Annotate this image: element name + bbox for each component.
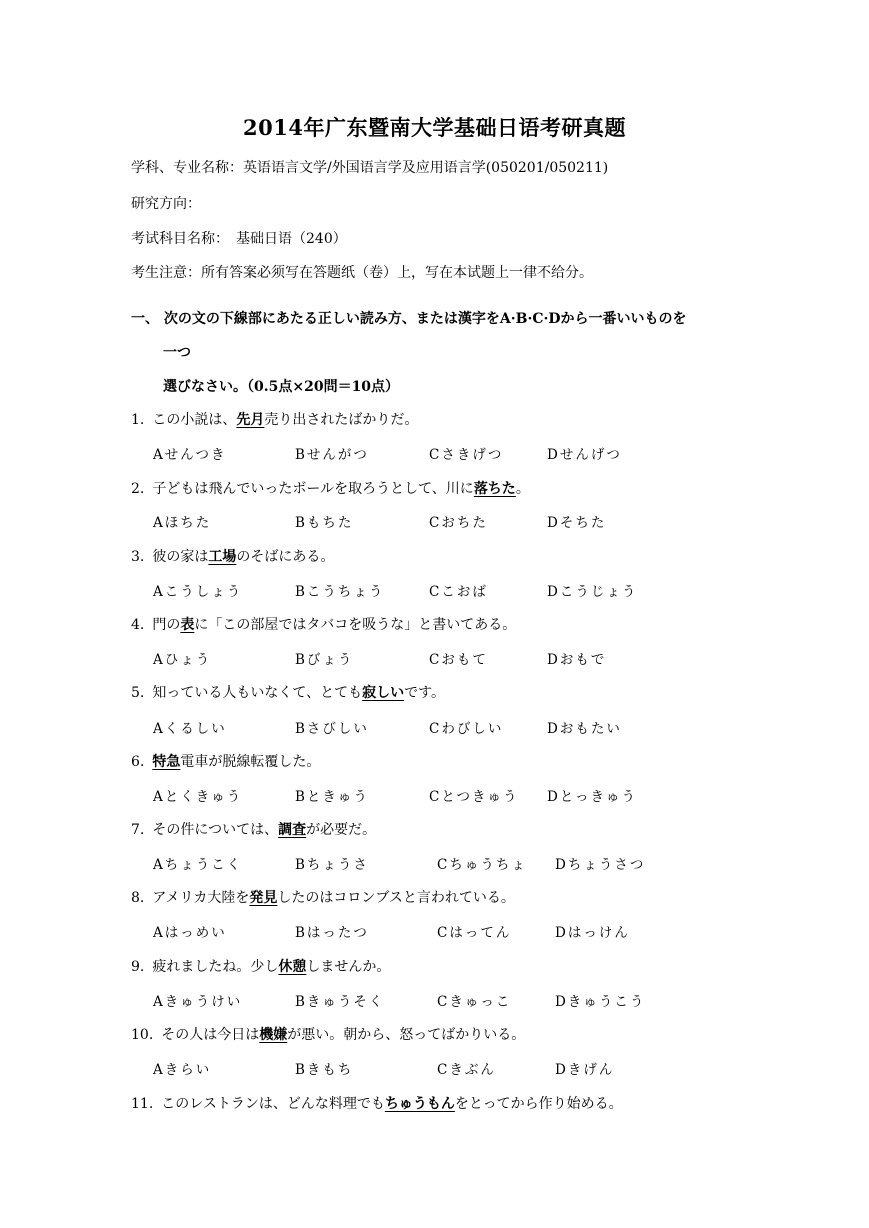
answer-option-b: Bこうちょう xyxy=(295,584,385,600)
question-6 xyxy=(131,751,320,771)
question-text-post: 売り出されたばかりだ。 xyxy=(264,412,419,428)
subject-line: 学科、专业名称：英语语言文学/外国语言学及应用语言学(050201/050211) xyxy=(131,160,609,176)
question-number: 11. xyxy=(131,1096,154,1112)
answer-option-d: Dちょうさつ xyxy=(555,857,646,873)
answer-option-c: Cとつきゅう xyxy=(429,789,519,805)
answer-option-d: Dおもたい xyxy=(547,721,622,737)
question-text-post: が悪い。朝から、怒ってばかりいる。 xyxy=(287,1027,526,1043)
question-number: 7. xyxy=(131,822,145,838)
answer-option-a: Aとくきゅう xyxy=(153,789,243,805)
question-10 xyxy=(131,1024,525,1044)
question-4 xyxy=(131,614,516,634)
question-number: 6. xyxy=(131,754,145,770)
question-text-pre: 門の xyxy=(152,617,181,633)
answer-option-d: Dとっきゅう xyxy=(547,789,638,805)
answer-option-d: Dそちた xyxy=(547,515,607,531)
exam-name-line: 考试科目名称： 基础日语（240） xyxy=(131,231,347,247)
question-number: 8. xyxy=(131,890,145,906)
question-text-post: です。 xyxy=(404,685,445,701)
answer-option-b: Bときゅう xyxy=(295,789,369,805)
question-text-post: をとってから作り始める。 xyxy=(454,1096,623,1112)
answer-option-b: Bちょうさ xyxy=(295,857,369,873)
question-11 xyxy=(131,1093,623,1113)
section-heading: 一、 次の文の下線部にあたる正しい読み方、または漢字をA·B·C·Dから一番いいものを xyxy=(131,311,687,327)
answer-option-d: Dおもで xyxy=(547,652,607,668)
answer-option-c: Cさきげつ xyxy=(429,447,504,463)
answer-option-a: Aくるしい xyxy=(153,721,227,737)
question-text-post: しませんか。 xyxy=(306,959,391,975)
question-text-pre: 知っている人もいなくて、とても xyxy=(152,685,363,701)
answer-option-a: Aこうしょう xyxy=(153,584,243,600)
question-text-post: 電車が脱線転覆した。 xyxy=(180,754,321,770)
question-text-pre: その人は今日は xyxy=(161,1027,260,1043)
question-3 xyxy=(131,546,334,566)
answer-option-d: Dせんげつ xyxy=(547,447,622,463)
answer-option-d: Dきゅうこう xyxy=(555,994,646,1010)
answer-option-c: Cおもて xyxy=(429,652,488,668)
question-9 xyxy=(131,956,390,976)
answer-option-a: Aはっめい xyxy=(153,925,227,941)
question-text-post: のそばにある。 xyxy=(236,549,335,565)
question-text-post: が必要だ。 xyxy=(306,822,377,838)
question-text-post: したのはコロンブスと言われている。 xyxy=(277,890,515,906)
answer-option-d: Dきげん xyxy=(555,1062,615,1078)
question-number: 2. xyxy=(131,481,145,497)
answer-option-b: Bきゅうそく xyxy=(295,994,385,1010)
question-text-pre: この小説は、 xyxy=(152,412,237,428)
question-number: 9. xyxy=(131,959,145,975)
answer-option-c: Cきゅっこ xyxy=(437,994,512,1010)
direction-line: 研究方向： xyxy=(131,196,201,212)
answer-option-c: Cちゅうちょ xyxy=(437,857,527,873)
question-1 xyxy=(131,409,418,429)
answer-option-b: Bさびしい xyxy=(295,721,369,737)
answer-option-a: Aきらい xyxy=(153,1062,212,1078)
answer-option-d: Dはっけん xyxy=(555,925,630,941)
answer-option-b: Bびょう xyxy=(295,652,354,668)
question-5 xyxy=(131,682,445,702)
question-number: 5. xyxy=(131,685,145,701)
underlined-target: 工場 xyxy=(208,549,237,565)
answer-option-a: Aせんつき xyxy=(153,447,227,463)
question-8 xyxy=(131,887,515,907)
question-number: 4. xyxy=(131,617,145,633)
question-text-pre: 子どもは飛んでいったボールを取ろうとして、川に xyxy=(152,481,474,497)
underlined-target: 調査 xyxy=(278,822,307,838)
answer-option-a: Aちょうこく xyxy=(153,857,243,873)
underlined-target: 表 xyxy=(180,617,195,633)
answer-option-d: Dこうじょう xyxy=(547,584,638,600)
underlined-target: 休憩 xyxy=(278,959,307,975)
question-text-pre: 彼の家は xyxy=(152,549,209,565)
notice-line: 考生注意：所有答案必须写在答题纸（卷）上，写在本试题上一律不给分。 xyxy=(131,265,593,281)
answer-option-b: Bせんがつ xyxy=(295,447,369,463)
question-number: 10. xyxy=(131,1027,154,1043)
underlined-target: ちゅうもん xyxy=(384,1096,455,1112)
answer-option-b: Bもちた xyxy=(295,515,354,531)
page-title: 2014年广东暨南大学基础日语考研真题 xyxy=(243,115,626,140)
section-heading-cont: 一つ xyxy=(163,345,191,361)
underlined-target: 発見 xyxy=(249,890,278,906)
underlined-target: 先月 xyxy=(236,412,265,428)
answer-option-a: Aきゅうけい xyxy=(153,994,243,1010)
question-text-pre: アメリカ大陸を xyxy=(152,890,250,906)
answer-option-a: Aほちた xyxy=(153,515,212,531)
answer-option-b: Bきもち xyxy=(295,1062,354,1078)
question-text-post: 。 xyxy=(515,481,530,497)
question-number: 1. xyxy=(131,412,145,428)
underlined-target: 寂しい xyxy=(362,685,405,701)
answer-option-c: Cわびしい xyxy=(429,721,504,737)
question-number: 3. xyxy=(131,549,145,565)
answer-option-b: Bはったつ xyxy=(295,925,369,941)
section-instruction: 選びなさい。（0.5点×20問＝10点） xyxy=(163,379,400,395)
answer-option-c: Cこおば xyxy=(429,584,488,600)
underlined-target: 落ちた xyxy=(473,481,516,497)
underlined-target: 特急 xyxy=(152,754,181,770)
question-text-pre: 疲れましたね。少し xyxy=(152,959,279,975)
answer-option-c: Cおちた xyxy=(429,515,488,531)
question-2 xyxy=(131,478,530,498)
question-text-post: に「この部屋ではタバコを吸うな」と書いてある。 xyxy=(194,617,517,633)
answer-option-c: Cきぶん xyxy=(437,1062,496,1078)
question-text-pre: このレストランは、どんな料理でも xyxy=(161,1096,385,1112)
question-text-pre: その件については、 xyxy=(152,822,279,838)
question-7 xyxy=(131,819,376,839)
answer-option-c: Cはってん xyxy=(437,925,512,941)
underlined-target: 機嫌 xyxy=(259,1027,288,1043)
answer-option-a: Aひょう xyxy=(153,652,212,668)
